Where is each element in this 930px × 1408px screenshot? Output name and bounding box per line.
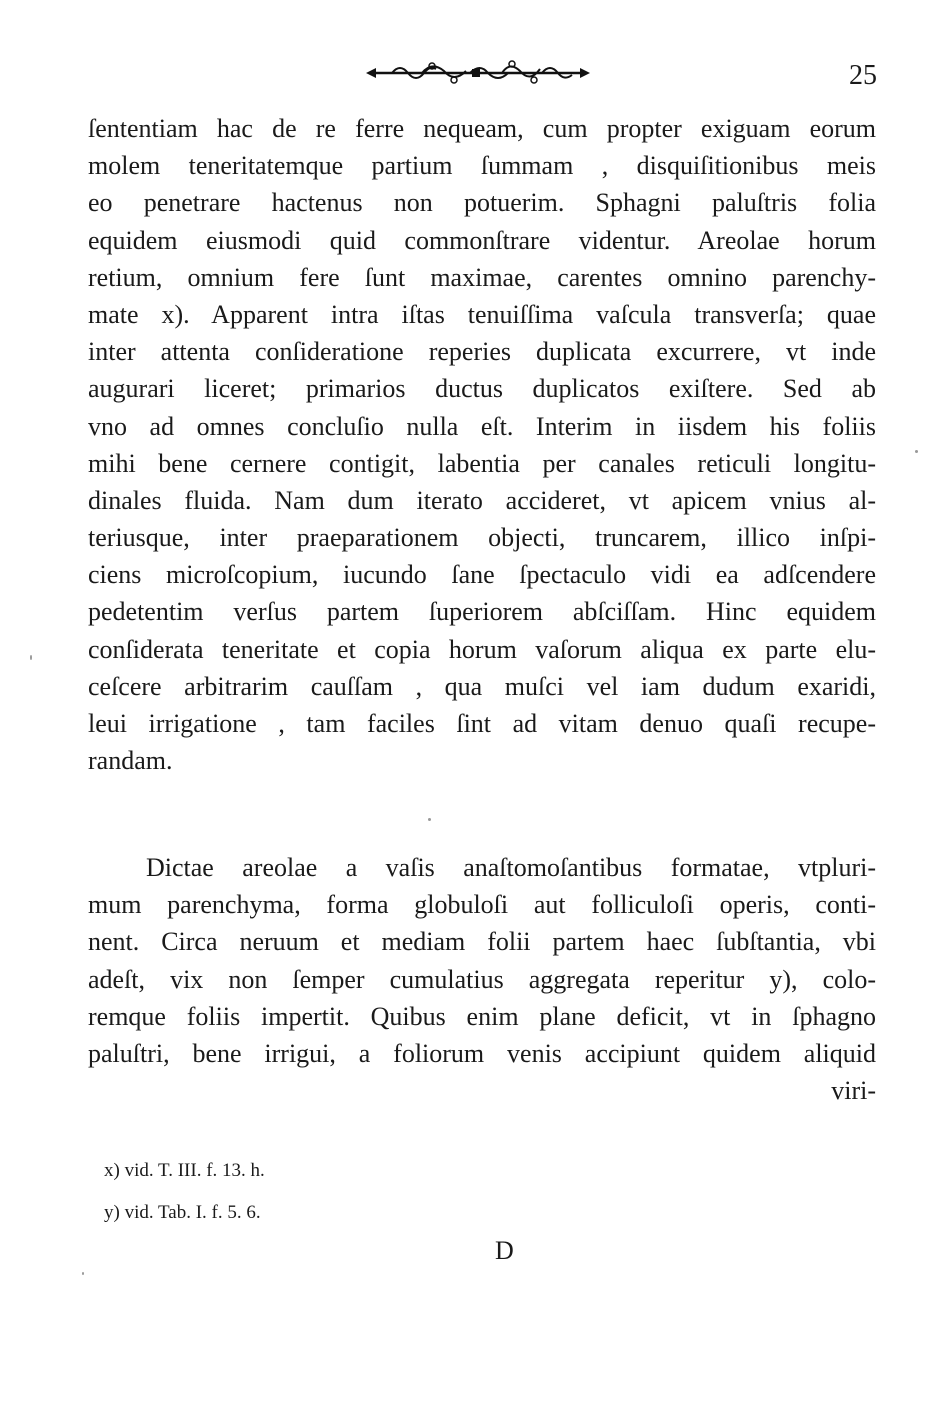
text-line: dinales fluida. Nam dum iterato accideret, vt apicem vnius al-	[88, 485, 876, 515]
text-line: conſiderata teneritate et copia horum vaſorum aliqua ex parte elu-	[88, 634, 876, 664]
text-line: remque foliis impertit. Quibus enim plane deficit, vt in ſphagno	[88, 1001, 876, 1031]
page-number: 25	[849, 60, 877, 91]
text-line: paluſtri, bene irrigui, a foliorum venis accipiunt quidem aliquid	[88, 1038, 876, 1068]
text-line: randam.	[88, 746, 173, 776]
text-line: vno ad omnes concluſio nulla eſt. Interim in iisdem his foliis	[88, 411, 876, 441]
text-line: mate x). Apparent intra iſtas tenuiſſima vaſcula transverſa; quae	[88, 299, 876, 329]
text-line: nent. Circa neruum et mediam folii partem haec ſubſtantia, vbi	[88, 927, 876, 957]
text-line: Dictae areolae a vaſis anaſtomoſantibus formatae, vtpluri-	[146, 853, 876, 882]
text-line: mihi bene cernere contigit, labentia per canales reticuli longitu-	[88, 448, 876, 478]
footnote-y: y) vid. Tab. I. f. 5. 6.	[104, 1202, 261, 1223]
text-line: augurari liceret; primarios ductus duplicatos exiſtere. Sed ab	[88, 374, 876, 404]
text-line: pedetentim verſus partem ſuperiorem abſciſſam. Hinc equidem	[88, 597, 876, 627]
paragraph-2	[88, 849, 876, 1109]
catchword: viri-	[831, 1076, 876, 1106]
text-line: teriusque, inter praeparationem objecti, truncarem, illico inſpi-	[88, 523, 876, 553]
text-line: leui irrigatione , tam faciles ſint ad vitam denuo quaſi recupe-	[88, 709, 876, 738]
paper-speck	[30, 655, 32, 660]
footnote-x: x) vid. T. III. f. 13. h.	[104, 1160, 265, 1181]
footnotes	[104, 1150, 265, 1234]
text-line: inter attenta conſideratione reperies duplicata excurrere, vt inde	[88, 337, 876, 367]
signature-mark: D	[495, 1236, 514, 1265]
text-line: molem teneritatemque partium ſummam , disquiſitionibus meis	[88, 151, 876, 181]
text-line: ciens microſcopium, iucundo ſane ſpectaculo vidi ea adſcendere	[88, 560, 876, 590]
paper-speck	[915, 450, 918, 453]
text-line: equidem eiusmodi quid commonſtrare videntur. Areolae horum	[88, 225, 876, 255]
text-line: retium, omnium fere ſunt maximae, carentes omnino parenchy-	[88, 262, 876, 292]
text-line: ſententiam hac de re ferre nequeam, cum propter exiguam eorum	[88, 114, 876, 143]
paper-speck	[428, 818, 431, 821]
text-line: ceſcere arbitrarim cauſſam , qua muſci vel iam dudum exaridi,	[88, 671, 876, 701]
text-line: mum parenchyma, forma globuloſi aut folliculoſi operis, conti-	[88, 890, 876, 920]
text-line: eo penetrare hactenus non potuerim. Sphagni paluſtris folia	[88, 188, 876, 218]
paper-speck	[82, 1272, 84, 1275]
headpiece-ornament-icon	[362, 58, 594, 88]
paragraph-1	[88, 110, 876, 779]
text-line: adeſt, vix non ſemper cumulatius aggregata reperitur y), colo-	[88, 964, 876, 994]
